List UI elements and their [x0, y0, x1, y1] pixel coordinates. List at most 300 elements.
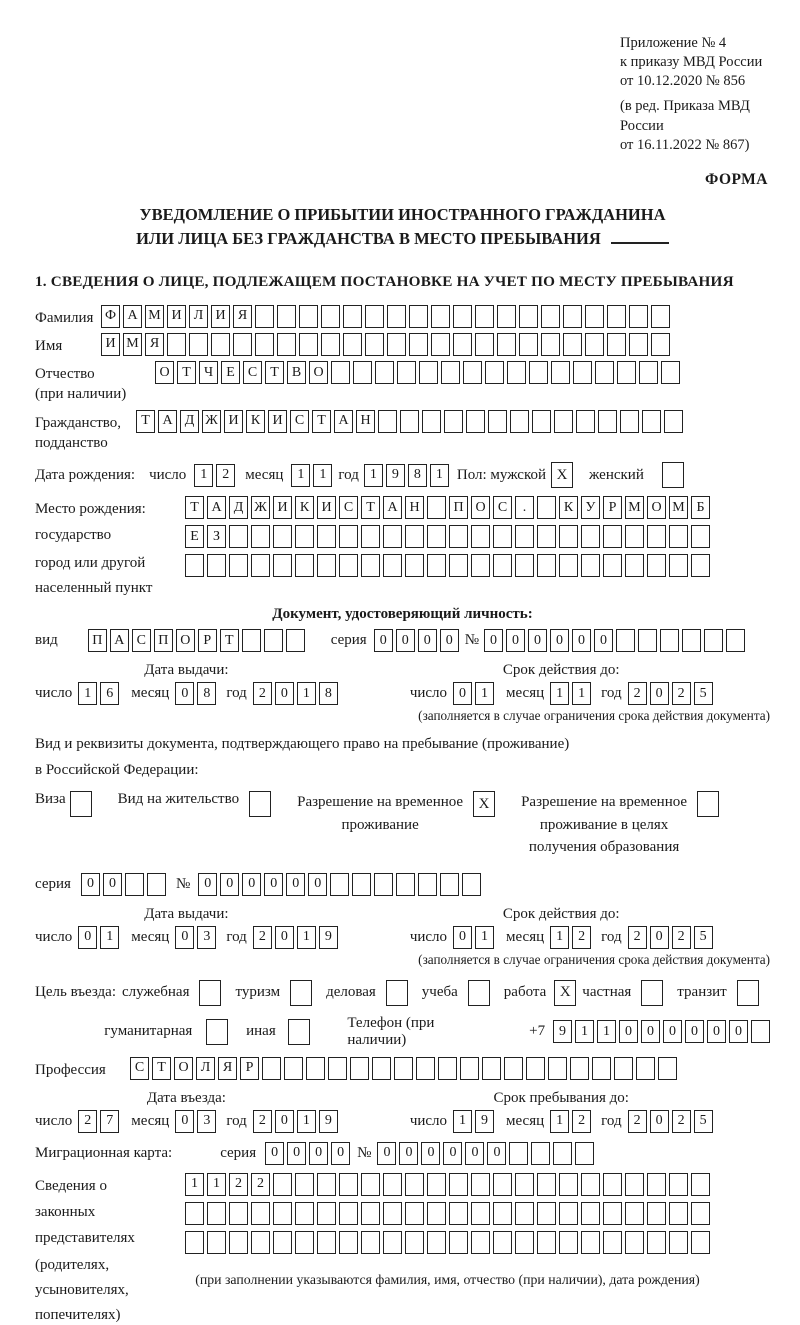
form-cell[interactable] [529, 361, 548, 384]
form-cell[interactable]: 0 [594, 629, 613, 652]
form-cell[interactable] [475, 333, 494, 356]
form-cell[interactable] [691, 1231, 710, 1254]
form-cell[interactable] [585, 305, 604, 328]
form-cell[interactable] [207, 1231, 226, 1254]
form-cell[interactable]: Ф [101, 305, 120, 328]
form-cell[interactable]: 2 [229, 1173, 248, 1196]
form-cell[interactable] [573, 361, 592, 384]
form-cell[interactable] [537, 1202, 556, 1225]
form-cell[interactable] [651, 333, 670, 356]
form-cell[interactable]: 9 [319, 1110, 338, 1133]
form-cell[interactable] [441, 361, 460, 384]
form-cell[interactable]: Н [405, 496, 424, 519]
form-cell[interactable]: 0 [399, 1142, 418, 1165]
form-cell[interactable] [229, 1231, 248, 1254]
form-cell[interactable] [383, 1173, 402, 1196]
form-cell[interactable] [691, 1202, 710, 1225]
form-cell[interactable] [273, 1231, 292, 1254]
form-cell[interactable]: А [207, 496, 226, 519]
form-cell[interactable]: И [167, 305, 186, 328]
form-cell[interactable] [255, 333, 274, 356]
form-cell[interactable] [625, 554, 644, 577]
form-cell[interactable]: Н [356, 410, 375, 433]
form-cell[interactable] [255, 305, 274, 328]
checkbox-residence-permit[interactable] [249, 791, 271, 817]
form-cell[interactable]: 1 [100, 926, 119, 949]
form-cell[interactable] [339, 525, 358, 548]
form-cell[interactable] [416, 1057, 435, 1080]
form-cell[interactable]: 1 [475, 926, 494, 949]
form-cell[interactable] [515, 1231, 534, 1254]
form-cell[interactable] [397, 361, 416, 384]
form-cell[interactable] [295, 554, 314, 577]
form-cell[interactable]: 0 [663, 1020, 682, 1043]
form-cell[interactable]: Е [185, 525, 204, 548]
checkbox-tourism[interactable] [290, 980, 312, 1006]
form-cell[interactable]: 2 [78, 1110, 97, 1133]
form-cell[interactable] [726, 629, 745, 652]
form-cell[interactable]: О [309, 361, 328, 384]
form-cell[interactable] [471, 525, 490, 548]
form-cell[interactable] [361, 1173, 380, 1196]
form-cell[interactable] [493, 1231, 512, 1254]
form-cell[interactable]: Я [233, 305, 252, 328]
form-cell[interactable] [343, 305, 362, 328]
form-cell[interactable] [603, 525, 622, 548]
form-cell[interactable] [409, 333, 428, 356]
form-cell[interactable]: Б [691, 496, 710, 519]
form-cell[interactable] [361, 1202, 380, 1225]
form-cell[interactable] [331, 361, 350, 384]
form-cell[interactable] [353, 361, 372, 384]
form-cell[interactable] [317, 525, 336, 548]
form-cell[interactable] [636, 1057, 655, 1080]
form-cell[interactable] [553, 1142, 572, 1165]
form-cell[interactable]: Т [265, 361, 284, 384]
form-cell[interactable] [531, 1142, 550, 1165]
form-cell[interactable] [242, 629, 261, 652]
form-cell[interactable]: 0 [220, 873, 239, 896]
form-cell[interactable]: Ж [202, 410, 221, 433]
form-cell[interactable]: 1 [78, 682, 97, 705]
form-cell[interactable] [405, 554, 424, 577]
form-cell[interactable]: З [207, 525, 226, 548]
form-cell[interactable] [548, 1057, 567, 1080]
form-cell[interactable] [317, 1202, 336, 1225]
form-cell[interactable]: М [123, 333, 142, 356]
form-cell[interactable] [273, 525, 292, 548]
form-cell[interactable]: . [515, 496, 534, 519]
form-cell[interactable]: 2 [672, 926, 691, 949]
form-cell[interactable] [638, 629, 657, 652]
checkbox-official[interactable] [199, 980, 221, 1006]
form-cell[interactable]: Т [152, 1057, 171, 1080]
form-cell[interactable] [504, 1057, 523, 1080]
form-cell[interactable]: 1 [453, 1110, 472, 1133]
form-cell[interactable] [383, 554, 402, 577]
form-cell[interactable] [581, 1173, 600, 1196]
form-cell[interactable] [669, 1231, 688, 1254]
form-cell[interactable] [482, 1057, 501, 1080]
form-cell[interactable]: 0 [528, 629, 547, 652]
form-cell[interactable] [497, 333, 516, 356]
form-cell[interactable]: Л [196, 1057, 215, 1080]
form-cell[interactable] [440, 873, 459, 896]
checkbox-female[interactable] [662, 462, 684, 488]
form-cell[interactable] [365, 305, 384, 328]
form-cell[interactable] [383, 525, 402, 548]
form-cell[interactable] [647, 1231, 666, 1254]
form-cell[interactable] [427, 554, 446, 577]
form-cell[interactable] [299, 305, 318, 328]
form-cell[interactable] [661, 361, 680, 384]
form-cell[interactable]: 2 [216, 464, 235, 487]
form-cell[interactable] [317, 554, 336, 577]
form-cell[interactable]: Я [218, 1057, 237, 1080]
form-cell[interactable] [375, 361, 394, 384]
form-cell[interactable]: С [290, 410, 309, 433]
form-cell[interactable] [405, 1202, 424, 1225]
checkbox-humanitarian[interactable] [206, 1019, 228, 1045]
form-cell[interactable]: П [154, 629, 173, 652]
form-cell[interactable] [625, 1231, 644, 1254]
checkbox-study[interactable] [468, 980, 490, 1006]
form-cell[interactable] [262, 1057, 281, 1080]
form-cell[interactable]: 2 [672, 682, 691, 705]
form-cell[interactable] [563, 333, 582, 356]
form-cell[interactable] [651, 305, 670, 328]
form-cell[interactable] [488, 410, 507, 433]
form-cell[interactable] [603, 554, 622, 577]
form-cell[interactable] [537, 1231, 556, 1254]
form-cell[interactable] [431, 333, 450, 356]
form-cell[interactable] [598, 410, 617, 433]
form-cell[interactable]: 2 [672, 1110, 691, 1133]
form-cell[interactable] [438, 1057, 457, 1080]
form-cell[interactable]: 0 [421, 1142, 440, 1165]
form-cell[interactable]: У [581, 496, 600, 519]
form-cell[interactable] [427, 1173, 446, 1196]
form-cell[interactable] [497, 305, 516, 328]
form-cell[interactable]: 8 [319, 682, 338, 705]
form-cell[interactable] [493, 1202, 512, 1225]
form-cell[interactable] [647, 1202, 666, 1225]
form-cell[interactable] [614, 1057, 633, 1080]
form-cell[interactable]: 0 [81, 873, 100, 896]
form-cell[interactable]: 0 [707, 1020, 726, 1043]
form-cell[interactable]: 0 [685, 1020, 704, 1043]
form-cell[interactable] [575, 1142, 594, 1165]
form-cell[interactable]: 0 [175, 1110, 194, 1133]
form-cell[interactable] [669, 1202, 688, 1225]
form-cell[interactable] [537, 525, 556, 548]
form-cell[interactable] [537, 554, 556, 577]
form-cell[interactable]: 0 [443, 1142, 462, 1165]
form-cell[interactable] [559, 554, 578, 577]
form-cell[interactable]: П [449, 496, 468, 519]
form-cell[interactable]: 0 [487, 1142, 506, 1165]
form-cell[interactable] [581, 1202, 600, 1225]
form-cell[interactable] [167, 333, 186, 356]
form-cell[interactable]: С [243, 361, 262, 384]
form-cell[interactable]: 1 [575, 1020, 594, 1043]
form-cell[interactable] [361, 525, 380, 548]
form-cell[interactable]: К [559, 496, 578, 519]
form-cell[interactable]: 0 [650, 682, 669, 705]
form-cell[interactable]: 0 [175, 926, 194, 949]
form-cell[interactable] [295, 1202, 314, 1225]
form-cell[interactable] [704, 629, 723, 652]
form-cell[interactable]: 0 [550, 629, 569, 652]
form-cell[interactable]: Д [229, 496, 248, 519]
form-cell[interactable]: К [246, 410, 265, 433]
form-cell[interactable]: Е [221, 361, 240, 384]
form-cell[interactable]: 0 [440, 629, 459, 652]
form-cell[interactable] [620, 410, 639, 433]
form-cell[interactable] [507, 361, 526, 384]
form-cell[interactable] [625, 1173, 644, 1196]
form-cell[interactable]: И [317, 496, 336, 519]
form-cell[interactable] [453, 333, 472, 356]
form-cell[interactable] [427, 525, 446, 548]
form-cell[interactable] [607, 333, 626, 356]
form-cell[interactable] [647, 525, 666, 548]
form-cell[interactable] [185, 554, 204, 577]
form-cell[interactable] [691, 1173, 710, 1196]
form-cell[interactable]: А [158, 410, 177, 433]
form-cell[interactable] [603, 1231, 622, 1254]
form-cell[interactable] [515, 1202, 534, 1225]
form-cell[interactable] [361, 554, 380, 577]
form-cell[interactable]: В [287, 361, 306, 384]
form-cell[interactable]: О [471, 496, 490, 519]
form-cell[interactable] [352, 873, 371, 896]
form-cell[interactable]: 0 [619, 1020, 638, 1043]
form-cell[interactable]: 1 [550, 1110, 569, 1133]
form-cell[interactable] [299, 333, 318, 356]
form-cell[interactable] [537, 496, 556, 519]
form-cell[interactable] [422, 410, 441, 433]
form-cell[interactable] [295, 525, 314, 548]
form-cell[interactable] [400, 410, 419, 433]
form-cell[interactable]: 3 [197, 926, 216, 949]
form-cell[interactable] [339, 1202, 358, 1225]
form-cell[interactable] [625, 1202, 644, 1225]
form-cell[interactable] [559, 1231, 578, 1254]
form-cell[interactable] [603, 1173, 622, 1196]
form-cell[interactable] [485, 361, 504, 384]
form-cell[interactable] [449, 1231, 468, 1254]
form-cell[interactable] [207, 1202, 226, 1225]
form-cell[interactable] [617, 361, 636, 384]
form-cell[interactable] [563, 305, 582, 328]
form-cell[interactable] [691, 554, 710, 577]
form-cell[interactable] [519, 333, 538, 356]
form-cell[interactable] [559, 525, 578, 548]
form-cell[interactable]: 9 [386, 464, 405, 487]
form-cell[interactable]: 0 [396, 629, 415, 652]
checkbox-work[interactable]: X [554, 980, 576, 1006]
form-cell[interactable]: 9 [319, 926, 338, 949]
form-cell[interactable]: 1 [364, 464, 383, 487]
form-cell[interactable]: С [130, 1057, 149, 1080]
form-cell[interactable] [321, 305, 340, 328]
form-cell[interactable] [475, 305, 494, 328]
form-cell[interactable] [607, 305, 626, 328]
form-cell[interactable] [350, 1057, 369, 1080]
form-cell[interactable]: 1 [313, 464, 332, 487]
form-cell[interactable]: 1 [297, 926, 316, 949]
form-cell[interactable] [321, 333, 340, 356]
checkbox-education-residence[interactable] [697, 791, 719, 817]
form-cell[interactable]: 0 [175, 682, 194, 705]
form-cell[interactable] [669, 554, 688, 577]
form-cell[interactable]: 1 [194, 464, 213, 487]
form-cell[interactable]: С [132, 629, 151, 652]
form-cell[interactable] [471, 554, 490, 577]
form-cell[interactable]: 1 [291, 464, 310, 487]
form-cell[interactable] [493, 554, 512, 577]
form-cell[interactable] [541, 333, 560, 356]
form-cell[interactable]: 0 [650, 1110, 669, 1133]
form-cell[interactable] [449, 1173, 468, 1196]
form-cell[interactable]: 0 [377, 1142, 396, 1165]
form-cell[interactable] [396, 873, 415, 896]
form-cell[interactable] [273, 554, 292, 577]
form-cell[interactable] [251, 1202, 270, 1225]
form-cell[interactable] [339, 554, 358, 577]
form-cell[interactable] [405, 1231, 424, 1254]
form-cell[interactable] [639, 361, 658, 384]
form-cell[interactable]: К [295, 496, 314, 519]
form-cell[interactable] [642, 410, 661, 433]
form-cell[interactable]: П [88, 629, 107, 652]
form-cell[interactable]: А [123, 305, 142, 328]
form-cell[interactable] [537, 1173, 556, 1196]
form-cell[interactable]: Т [177, 361, 196, 384]
form-cell[interactable]: Т [136, 410, 155, 433]
form-cell[interactable] [493, 525, 512, 548]
form-cell[interactable] [383, 1231, 402, 1254]
form-cell[interactable]: 0 [308, 873, 327, 896]
form-cell[interactable] [147, 873, 166, 896]
form-cell[interactable]: 0 [275, 926, 294, 949]
form-cell[interactable]: 0 [641, 1020, 660, 1043]
form-cell[interactable] [463, 361, 482, 384]
form-cell[interactable] [460, 1057, 479, 1080]
form-cell[interactable] [277, 305, 296, 328]
form-cell[interactable] [387, 333, 406, 356]
checkbox-private[interactable] [641, 980, 663, 1006]
form-cell[interactable] [625, 525, 644, 548]
form-cell[interactable]: С [339, 496, 358, 519]
form-cell[interactable] [317, 1173, 336, 1196]
form-cell[interactable] [365, 333, 384, 356]
form-cell[interactable]: О [174, 1057, 193, 1080]
form-cell[interactable]: 6 [100, 682, 119, 705]
form-cell[interactable]: Т [312, 410, 331, 433]
form-cell[interactable] [551, 361, 570, 384]
form-cell[interactable] [207, 554, 226, 577]
form-cell[interactable]: 0 [572, 629, 591, 652]
form-cell[interactable]: А [334, 410, 353, 433]
form-cell[interactable] [277, 333, 296, 356]
form-cell[interactable] [664, 410, 683, 433]
form-cell[interactable] [471, 1231, 490, 1254]
form-cell[interactable] [559, 1173, 578, 1196]
form-cell[interactable] [629, 333, 648, 356]
form-cell[interactable]: 2 [253, 1110, 272, 1133]
form-cell[interactable]: 0 [331, 1142, 350, 1165]
form-cell[interactable] [466, 410, 485, 433]
form-cell[interactable]: 0 [78, 926, 97, 949]
form-cell[interactable]: 0 [287, 1142, 306, 1165]
form-cell[interactable]: 0 [418, 629, 437, 652]
form-cell[interactable]: А [383, 496, 402, 519]
form-cell[interactable]: 0 [275, 682, 294, 705]
form-cell[interactable] [264, 629, 283, 652]
form-cell[interactable]: А [110, 629, 129, 652]
form-cell[interactable] [387, 305, 406, 328]
form-cell[interactable]: 0 [265, 1142, 284, 1165]
form-cell[interactable] [519, 305, 538, 328]
form-cell[interactable] [444, 410, 463, 433]
form-cell[interactable]: 1 [430, 464, 449, 487]
form-cell[interactable] [394, 1057, 413, 1080]
form-cell[interactable] [660, 629, 679, 652]
form-cell[interactable] [409, 305, 428, 328]
form-cell[interactable] [306, 1057, 325, 1080]
form-cell[interactable]: 7 [100, 1110, 119, 1133]
form-cell[interactable] [229, 525, 248, 548]
form-cell[interactable] [125, 873, 144, 896]
form-cell[interactable] [471, 1202, 490, 1225]
form-cell[interactable]: 2 [572, 1110, 591, 1133]
form-cell[interactable] [427, 1231, 446, 1254]
form-cell[interactable]: 2 [253, 682, 272, 705]
form-cell[interactable]: Т [220, 629, 239, 652]
form-cell[interactable]: Я [145, 333, 164, 356]
form-cell[interactable]: 2 [251, 1173, 270, 1196]
form-cell[interactable] [462, 873, 481, 896]
form-cell[interactable]: О [176, 629, 195, 652]
form-cell[interactable] [515, 554, 534, 577]
form-cell[interactable]: М [145, 305, 164, 328]
form-cell[interactable] [515, 1173, 534, 1196]
form-cell[interactable] [273, 1202, 292, 1225]
form-cell[interactable]: 3 [197, 1110, 216, 1133]
form-cell[interactable] [427, 1202, 446, 1225]
form-cell[interactable] [682, 629, 701, 652]
checkbox-temporary-residence[interactable]: X [473, 791, 495, 817]
form-cell[interactable] [378, 410, 397, 433]
form-cell[interactable] [449, 554, 468, 577]
form-cell[interactable]: О [647, 496, 666, 519]
form-cell[interactable] [493, 1173, 512, 1196]
form-cell[interactable] [383, 1202, 402, 1225]
checkbox-other[interactable] [288, 1019, 310, 1045]
form-cell[interactable] [229, 1202, 248, 1225]
form-cell[interactable]: Ж [251, 496, 270, 519]
form-cell[interactable] [185, 1202, 204, 1225]
form-cell[interactable]: 0 [484, 629, 503, 652]
form-cell[interactable] [449, 525, 468, 548]
form-cell[interactable] [361, 1231, 380, 1254]
form-cell[interactable]: 1 [572, 682, 591, 705]
form-cell[interactable] [189, 333, 208, 356]
form-cell[interactable]: 1 [185, 1173, 204, 1196]
form-cell[interactable]: О [155, 361, 174, 384]
